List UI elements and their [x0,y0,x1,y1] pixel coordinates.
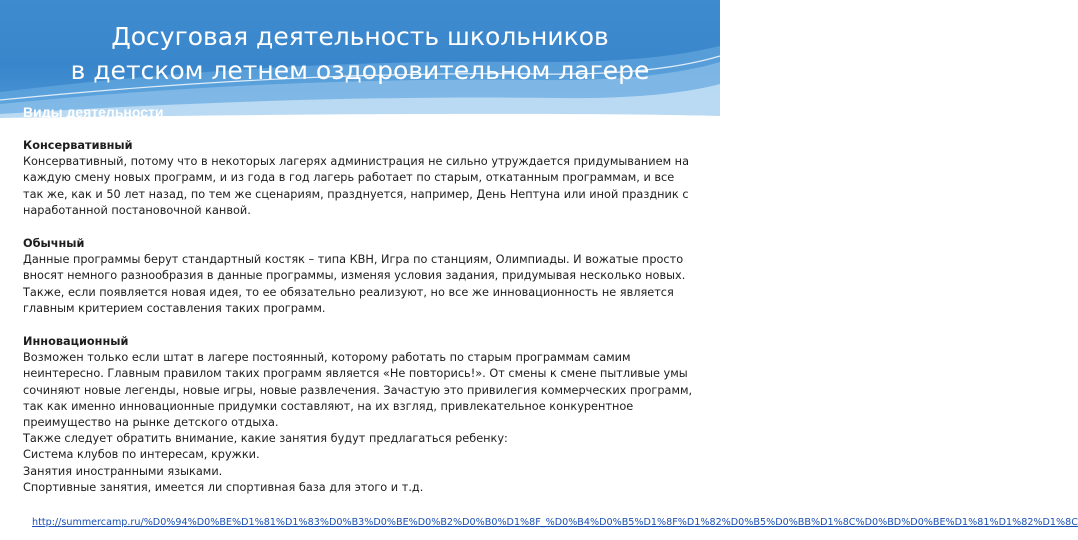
source-link[interactable]: http://summercamp.ru/%D0%94%D0%BE%D1%81%D1%83%D0%B3%D0%BE%D0%B2%D0%B0%D1%8F_%D0%B4%D0%B5%D1%8F%D1%82%D0%B5%D0%BB%D1%8C%D0%BD%D0%BE%D1%81%D1%82%D1%8C [32,517,1078,528]
slide-title [0,20,720,88]
activity-type-ordinary [23,236,698,317]
slide-header [0,0,720,120]
section-heading: Виды деятельности [23,104,164,120]
slide-body [23,138,698,496]
additional-notes [23,431,698,496]
note-line: Система клубов по интересам, кружки. [23,448,260,462]
block-heading: Консервативный [23,139,133,152]
block-text: Возможен только если штат в лагере постоянный, которому работать по старым программам самим неинтересно. Главным правилом таких программ является «Не повторись!». От смены к смене пытливые умы сочиняют новые легенды, новые игры, новые развлечения. Зачастую это привилегия коммерческих программ, так как именно инновационные придумки составляют, на их взгляд, привлекательное конкурентное преимущество на рынке детского отдыха. [23,351,693,430]
note-line: Также следует обратить внимание, какие занятия будут предлагаться ребенку: [23,432,508,446]
activity-type-conservative [23,138,698,219]
title-line-1: Досуговая деятельность школьников [111,22,609,51]
block-text: Данные программы берут стандартный костяк – типа КВН, Игра по станциям, Олимпиады. И вожатые просто вносят немного разнообразия в данные программы, изменяя условия задания, придумывая несколько новых. Также, если появляется новая идея, то ее обязательно реализуют, но все же инновационность не является главным критерием составления таких программ. [23,253,686,315]
note-line: Занятия иностранными языками. [23,464,223,478]
note-line: Спортивные занятия, имеется ли спортивная база для этого и т.д. [23,480,424,494]
block-heading: Обычный [23,237,85,251]
title-line-2: в детском летнем оздоровительном лагере [70,56,650,85]
activity-type-innovative [23,334,698,431]
block-text: Консервативный, потому что в некоторых лагерях администрация не сильно утруждается придумыванием на каждую смену новых программ, и из года в год лагерь работает по старым, откатанным программам, и все так же, как и 50 лет назад, по тем же сценариям, празднуется, например, День Нептуна или иной праздник с наработанной постановочной канвой. [23,155,689,217]
block-heading: Инновационный [23,335,129,349]
